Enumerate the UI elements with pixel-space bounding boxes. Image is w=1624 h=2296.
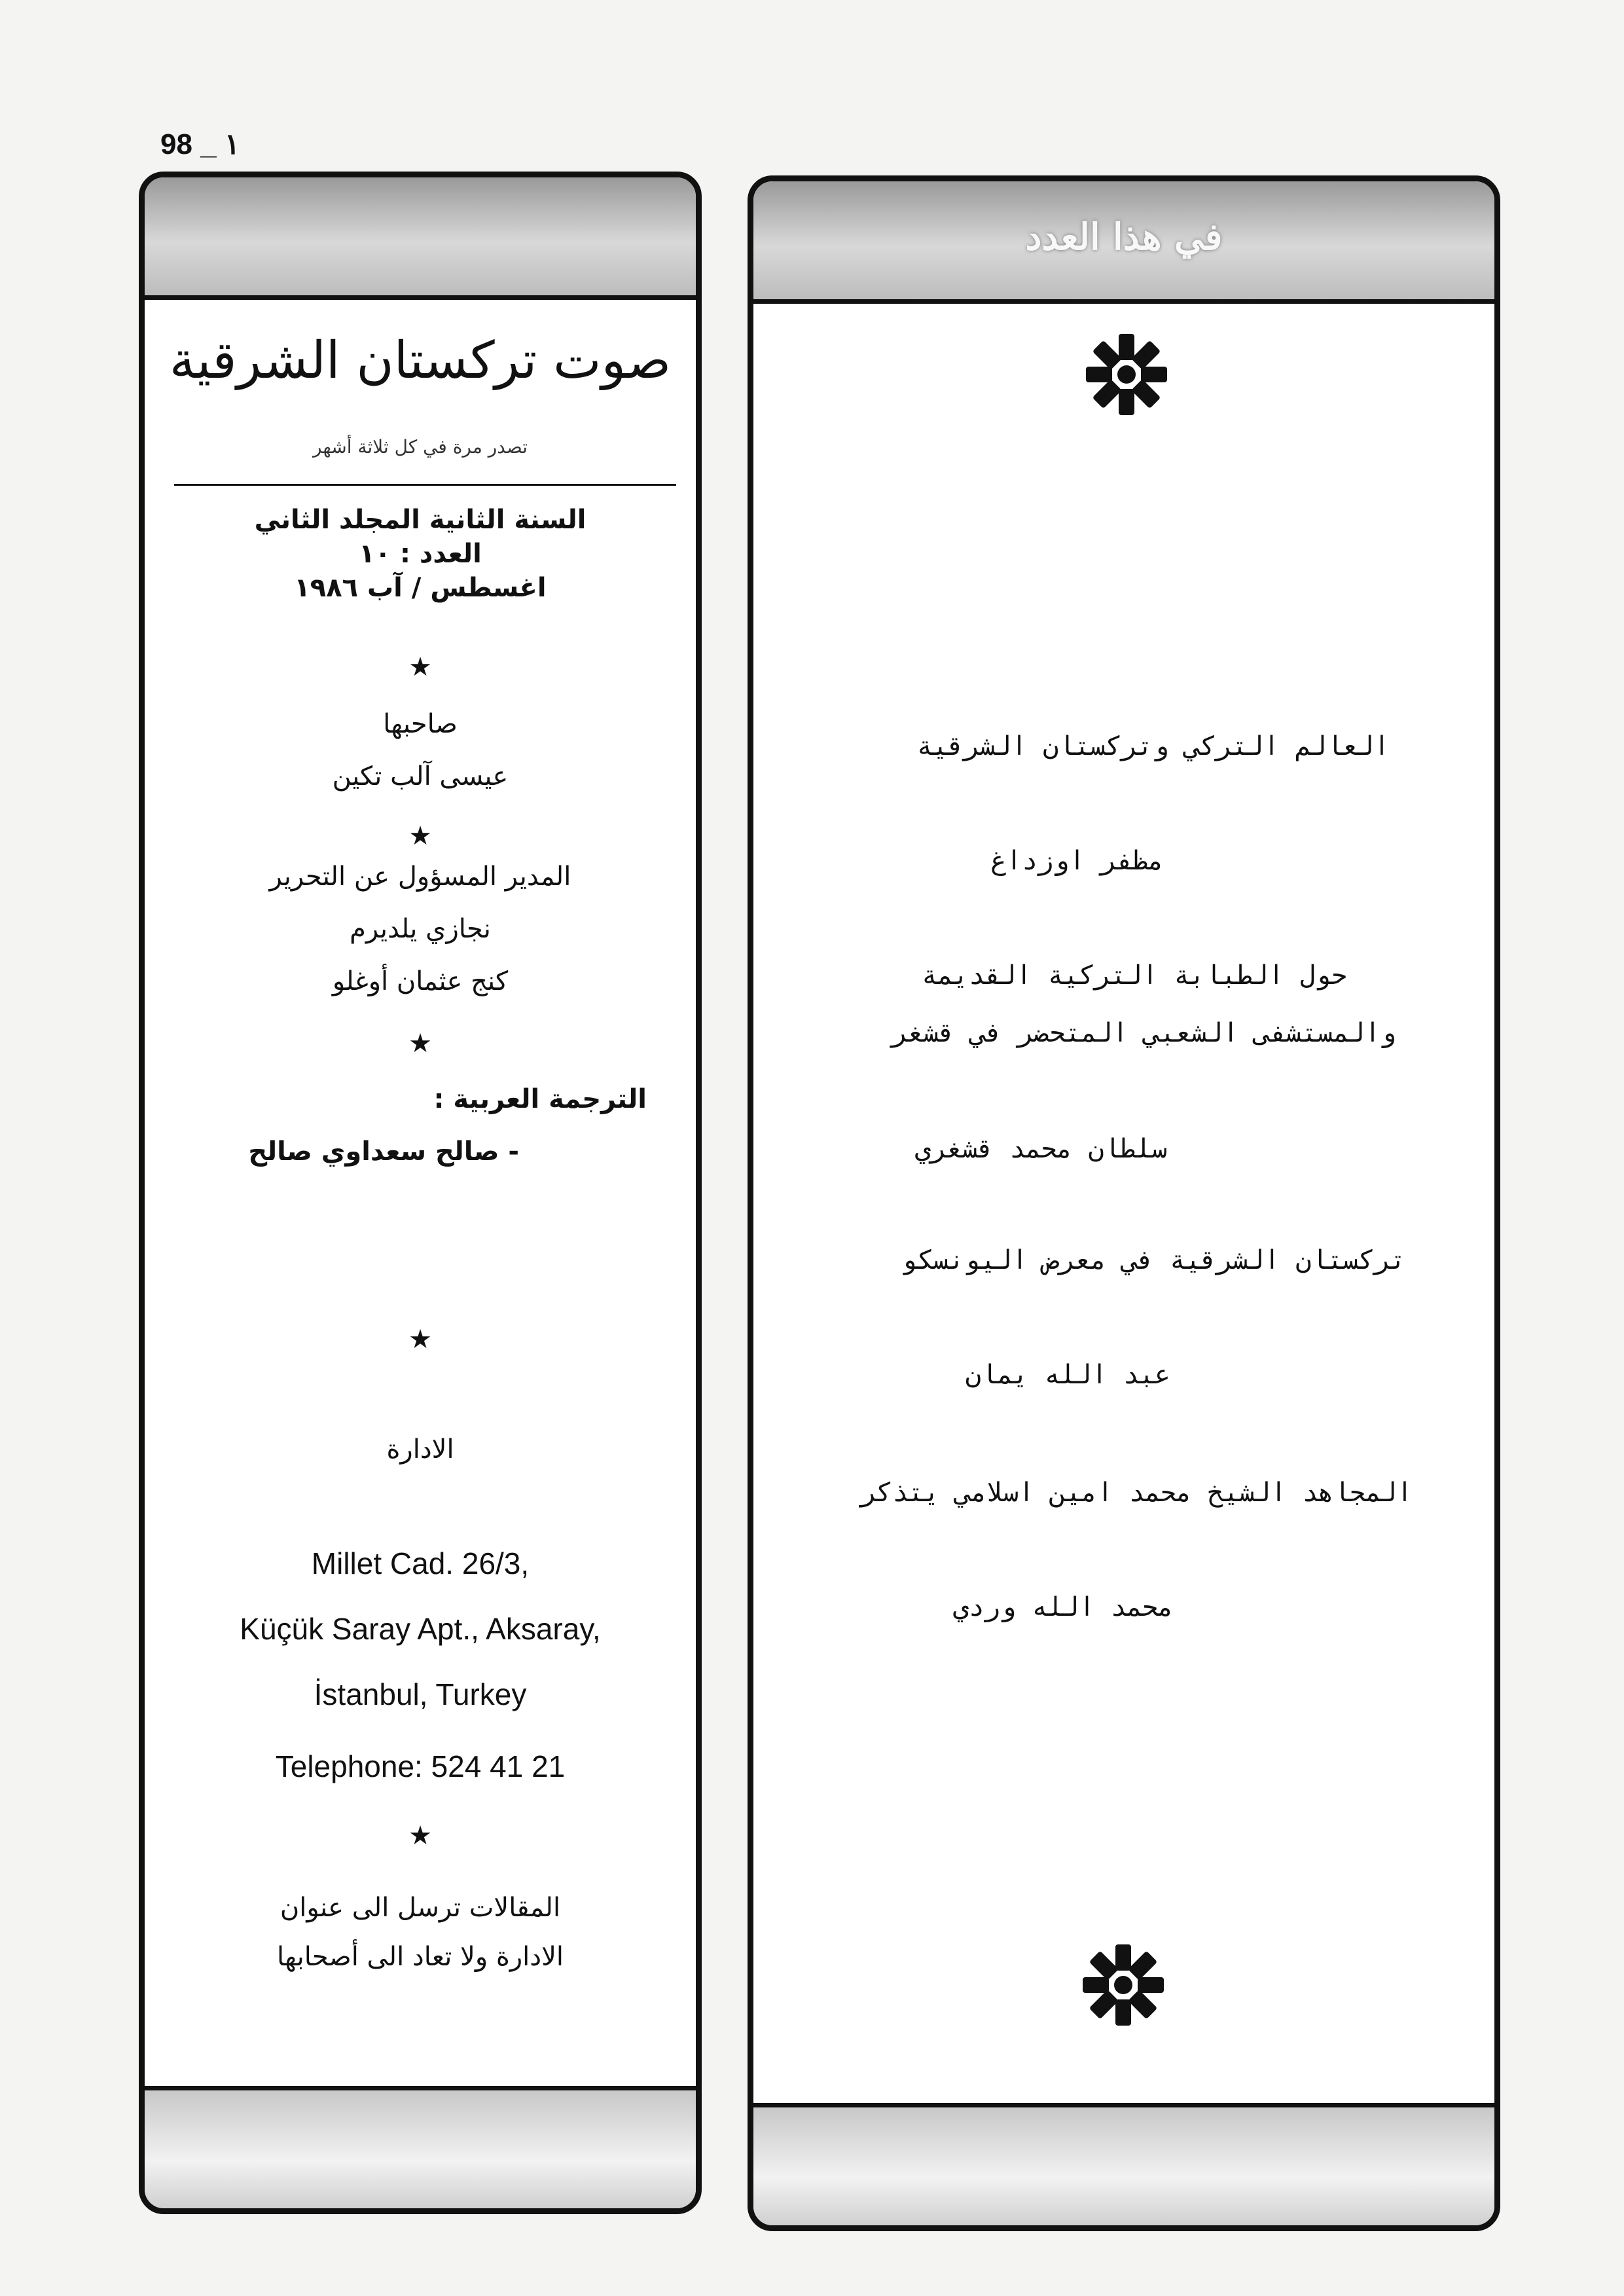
article-title: المجاهد الشيخ محمد امين اسلامي يتذكر (861, 1478, 1413, 1508)
ornament-icon (1074, 1936, 1172, 2034)
article-title: حول الطبابة التركية القديمة (921, 960, 1347, 991)
star-divider: ★ (408, 1029, 432, 1059)
bottom-band (753, 2103, 1494, 2225)
publication-frequency: تصدر مرة في كل ثلاثة أشهر (312, 436, 528, 458)
issue-number: العدد : ١٠ (359, 539, 482, 569)
article-title: العالم التركي وتركستان الشرقية (916, 731, 1390, 761)
article-author: سلطان محمد قشغري (914, 1134, 1167, 1164)
article-author: عبد الله يمان (965, 1360, 1170, 1390)
address-line: Küçük Saray Apt., Aksaray, (240, 1612, 601, 1646)
top-band (753, 181, 1494, 304)
admin-label: الادارة (386, 1434, 454, 1465)
masthead-panel (139, 172, 702, 2214)
magazine-title: صوت تركستان الشرقية (169, 331, 672, 390)
owner-label: صاحبها (383, 709, 458, 739)
page-number: 98 _ ١ (160, 128, 240, 160)
year-volume: السنة الثانية المجلد الثاني (254, 505, 586, 535)
contents-heading: في هذا العدد (1025, 215, 1223, 259)
issue-date: اغسطس / آب ١٩٨٦ (294, 573, 547, 603)
contents-panel (748, 175, 1500, 2231)
article-author: محمد الله وردي (952, 1592, 1174, 1622)
notice-line: الادارة ولا تعاد الى أصحابها (276, 1942, 564, 1972)
telephone: Telephone: 524 41 21 (275, 1749, 566, 1783)
top-band (145, 177, 696, 300)
translator-name: - صالح سعداوي صالح (248, 1137, 519, 1167)
star-divider: ★ (408, 1324, 432, 1355)
article-title: تركستان الشرقية في معرض اليونسكو (901, 1245, 1406, 1275)
editor-label: المدير المسؤول عن التحرير (269, 862, 571, 892)
address-line: İstanbul, Turkey (314, 1677, 527, 1711)
article-title: والمستشفى الشعبي المتحضر في قشغر (892, 1018, 1396, 1048)
editor-name: نجازي يلديرم (350, 914, 491, 944)
article-author: مظفر اوزداغ (990, 846, 1164, 876)
star-divider: ★ (408, 1821, 432, 1851)
divider (174, 484, 676, 486)
star-divider: ★ (408, 652, 432, 682)
editor-name: كنج عثمان أوغلو (332, 966, 509, 996)
bottom-band (145, 2086, 696, 2208)
address-line: Millet Cad. 26/3, (311, 1546, 530, 1580)
notice-line: المقالات ترسل الى عنوان (280, 1893, 561, 1923)
ornament-icon (1077, 325, 1176, 424)
translation-label: الترجمة العربية : (433, 1084, 647, 1114)
owner-name: عيسى آلب تكين (332, 761, 509, 792)
star-divider: ★ (408, 821, 432, 851)
